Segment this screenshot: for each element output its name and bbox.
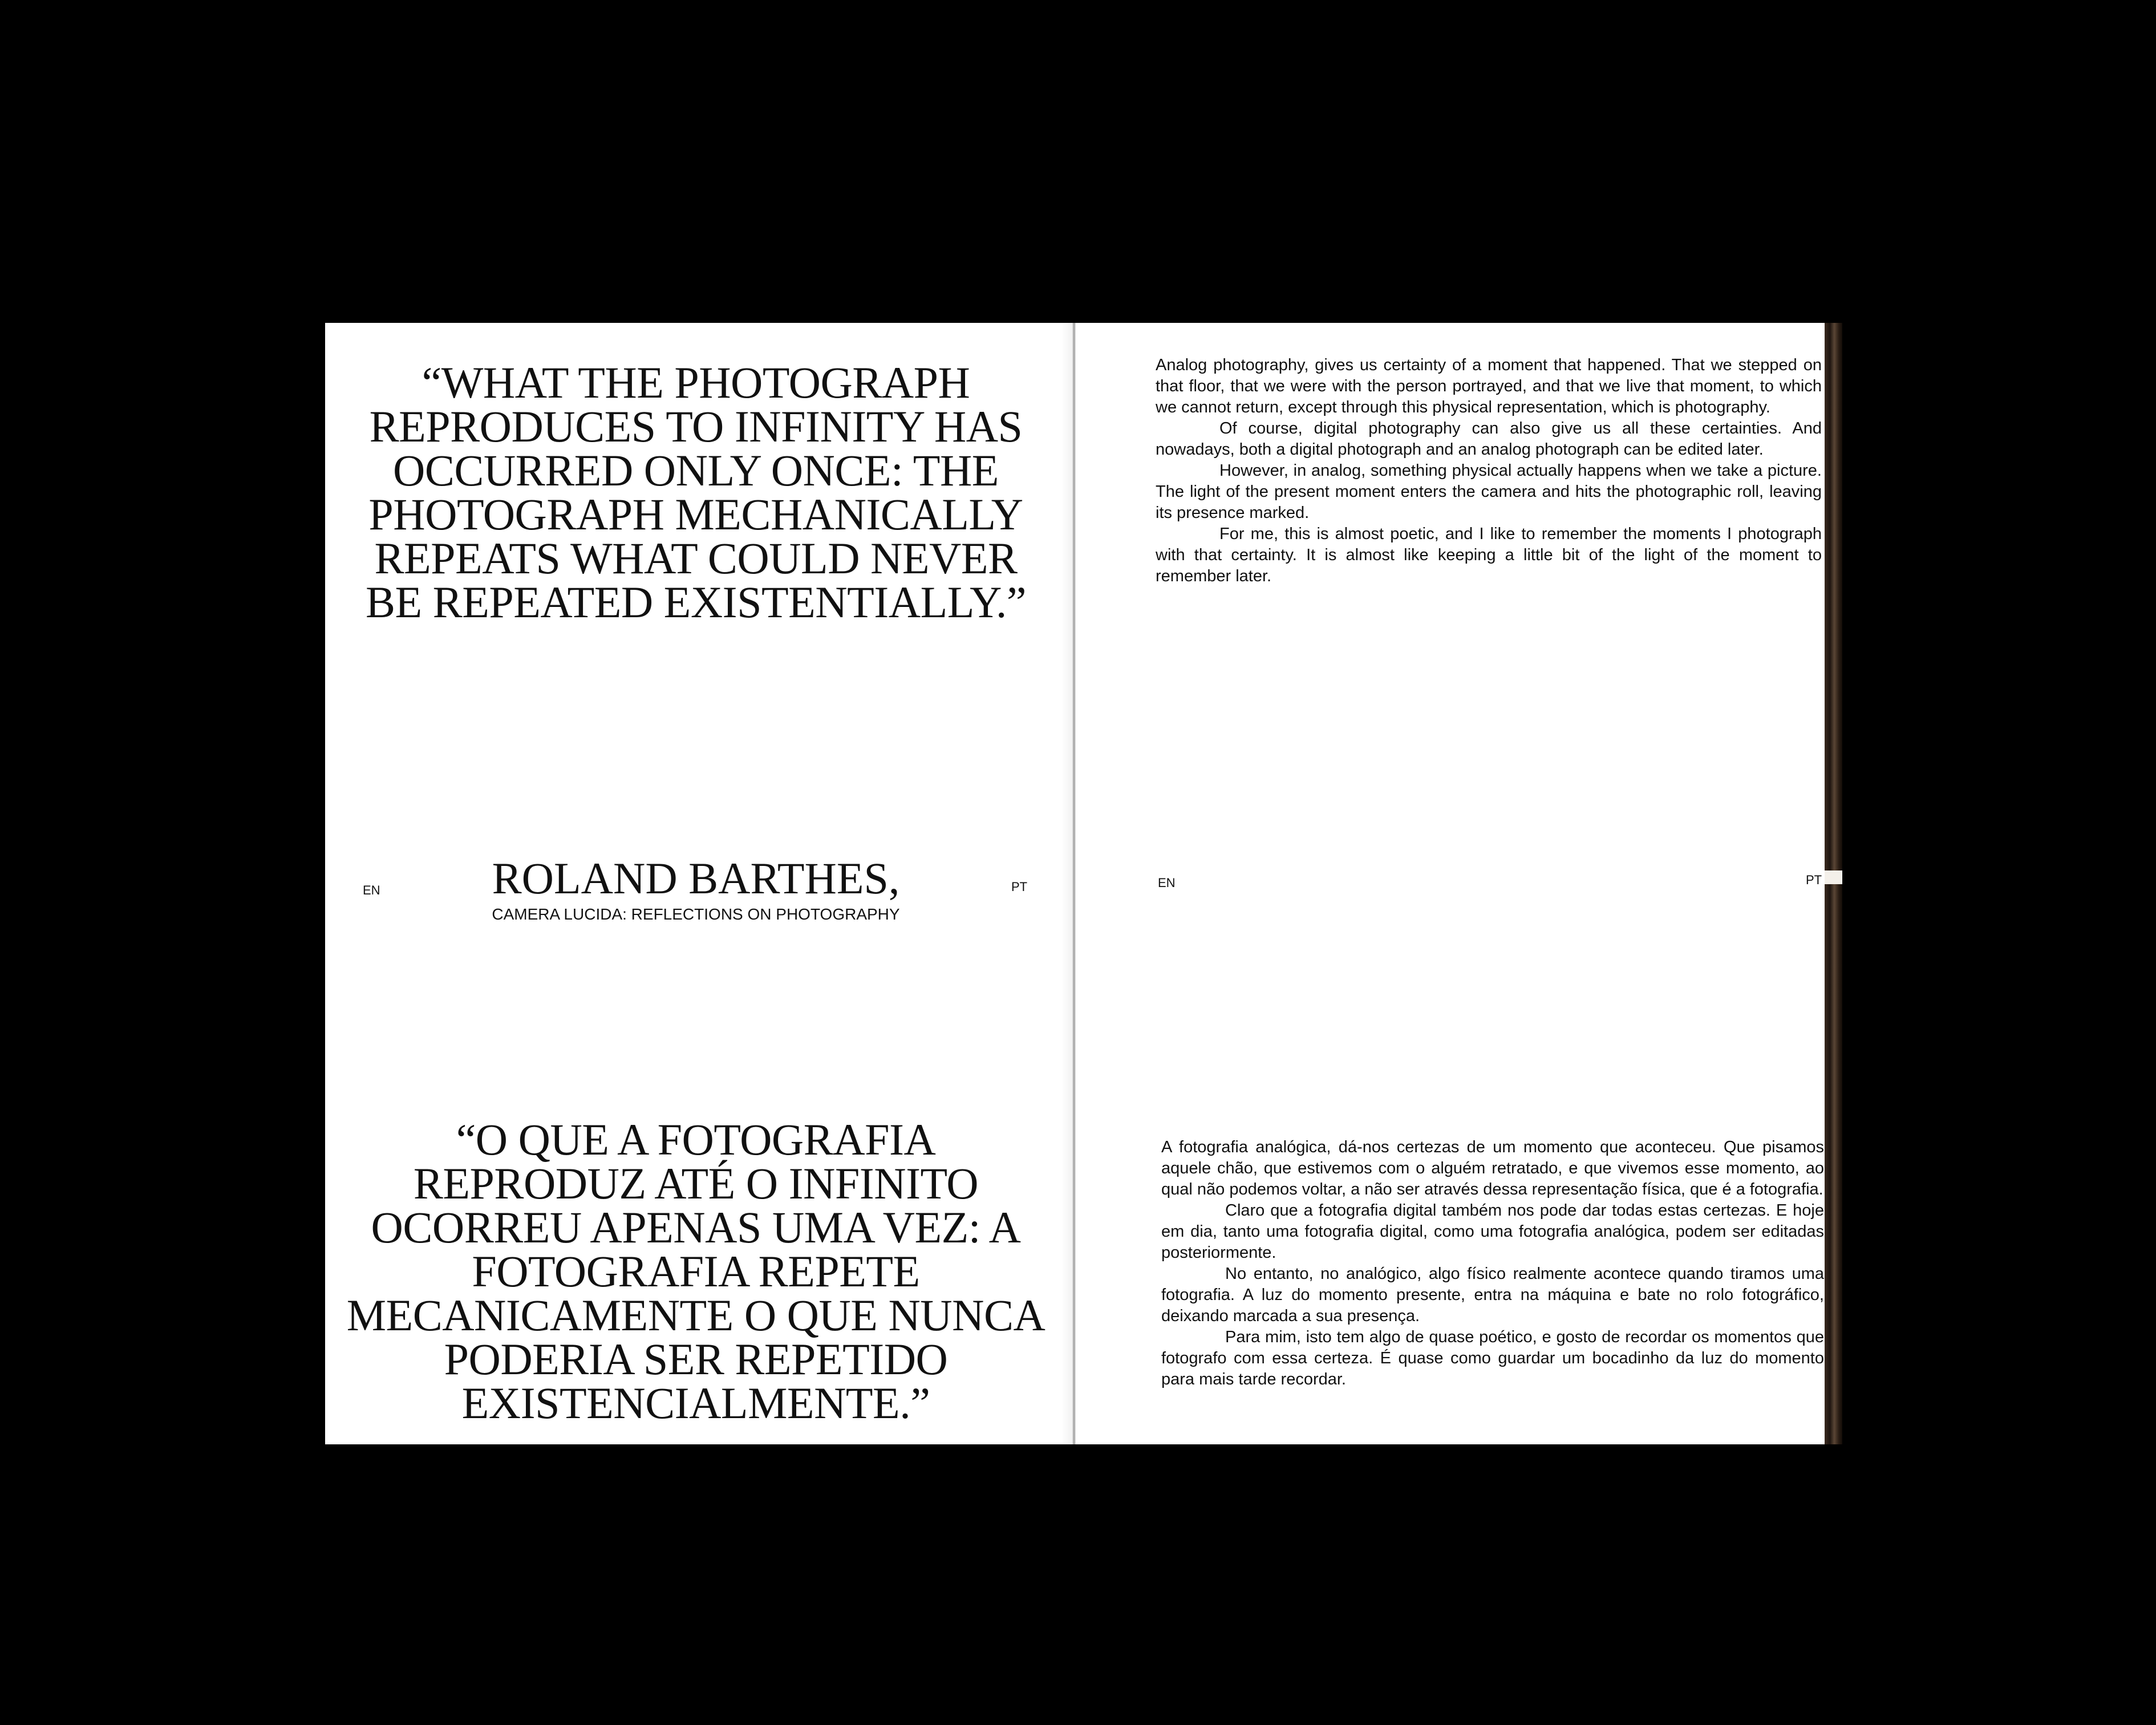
body-text-english <box>1156 355 1822 587</box>
left-page <box>325 323 1073 1444</box>
language-label-en: EN <box>363 883 380 897</box>
paragraph: No entanto, no analógico, algo físico realmente acontece quando tiramos uma fotografia. A luz do momento presente, entra na máquina e bate no rolo fotográfico, deixando marcada a sua presença. <box>1161 1265 1824 1325</box>
language-label-pt: PT <box>1011 880 1028 894</box>
quote-author: ROLAND BARTHES, <box>492 853 900 903</box>
paragraph: A fotografia analógica, dá-nos certezas de um momento que aconteceu. Que pisamos aquele chão, que estivemos com o alguém retratado, e que vivemos esse momento, ao qual não podemos voltar, a não ser através dessa representação física, que é a fotografia. <box>1161 1138 1824 1198</box>
book-spread <box>325 323 1842 1444</box>
paragraph: Of course, digital photography can also give us all these certainties. And nowadays, both a digital photograph and an analog photograph can be edited later. <box>1156 419 1822 459</box>
quote-portuguese: “O QUE A FOTOGRAFIA REPRODUZ ATÉ O INFINITO OCORREU APENAS UMA VEZ: A FOTOGRAFIA REPETE MECANICAMENTE O QUE NUNCA PODERIA SER REPETIDO EXISTENCIALMENTE.” <box>346 1115 1045 1428</box>
quote-source: CAMERA LUCIDA: REFLECTIONS ON PHOTOGRAPHY <box>492 905 900 923</box>
paragraph: For me, this is almost poetic, and I like to remember the moments I photograph with that certainty. It is almost like keeping a little bit of the light of the moment to remember later. <box>1156 525 1822 585</box>
paragraph: Claro que a fotografia digital também nos pode dar todas estas certezas. E hoje em dia, tanto uma fotografia digital, como uma fotografia analógica, podem ser editadas posteriormente. <box>1161 1201 1824 1262</box>
paragraph: Analog photography, gives us certainty of a moment that happened. That we stepped on that floor, that we were with the person portrayed, and that we live that moment, to which we cannot return, except through this physical representation, which is photography. <box>1156 356 1822 416</box>
gutter-shadow <box>1061 323 1072 1444</box>
body-text-portuguese <box>1161 1137 1824 1390</box>
right-page <box>1076 323 1838 1444</box>
paragraph: Para mim, isto tem algo de quase poético, e gosto de recordar os momentos que fotografo com essa certeza. É quase como guardar um bocadinho da luz do momento para mais tarde recordar. <box>1161 1328 1824 1388</box>
paragraph: However, in analog, something physical actually happens when we take a picture. The light of the present moment enters the camera and hits the photographic roll, leaving its presence marked. <box>1156 461 1822 522</box>
quote-english: “WHAT THE PHOTOGRAPH REPRODUCES TO INFINITY HAS OCCURRED ONLY ONCE: THE PHOTOGRAPH MECHANICALLY REPEATS WHAT COULD NEVER BE REPEATED EXISTENTIALLY.” <box>366 358 1026 627</box>
language-label-en: EN <box>1158 876 1176 890</box>
language-label-pt: PT <box>1806 873 1822 887</box>
page-edge-gap <box>1825 870 1842 884</box>
